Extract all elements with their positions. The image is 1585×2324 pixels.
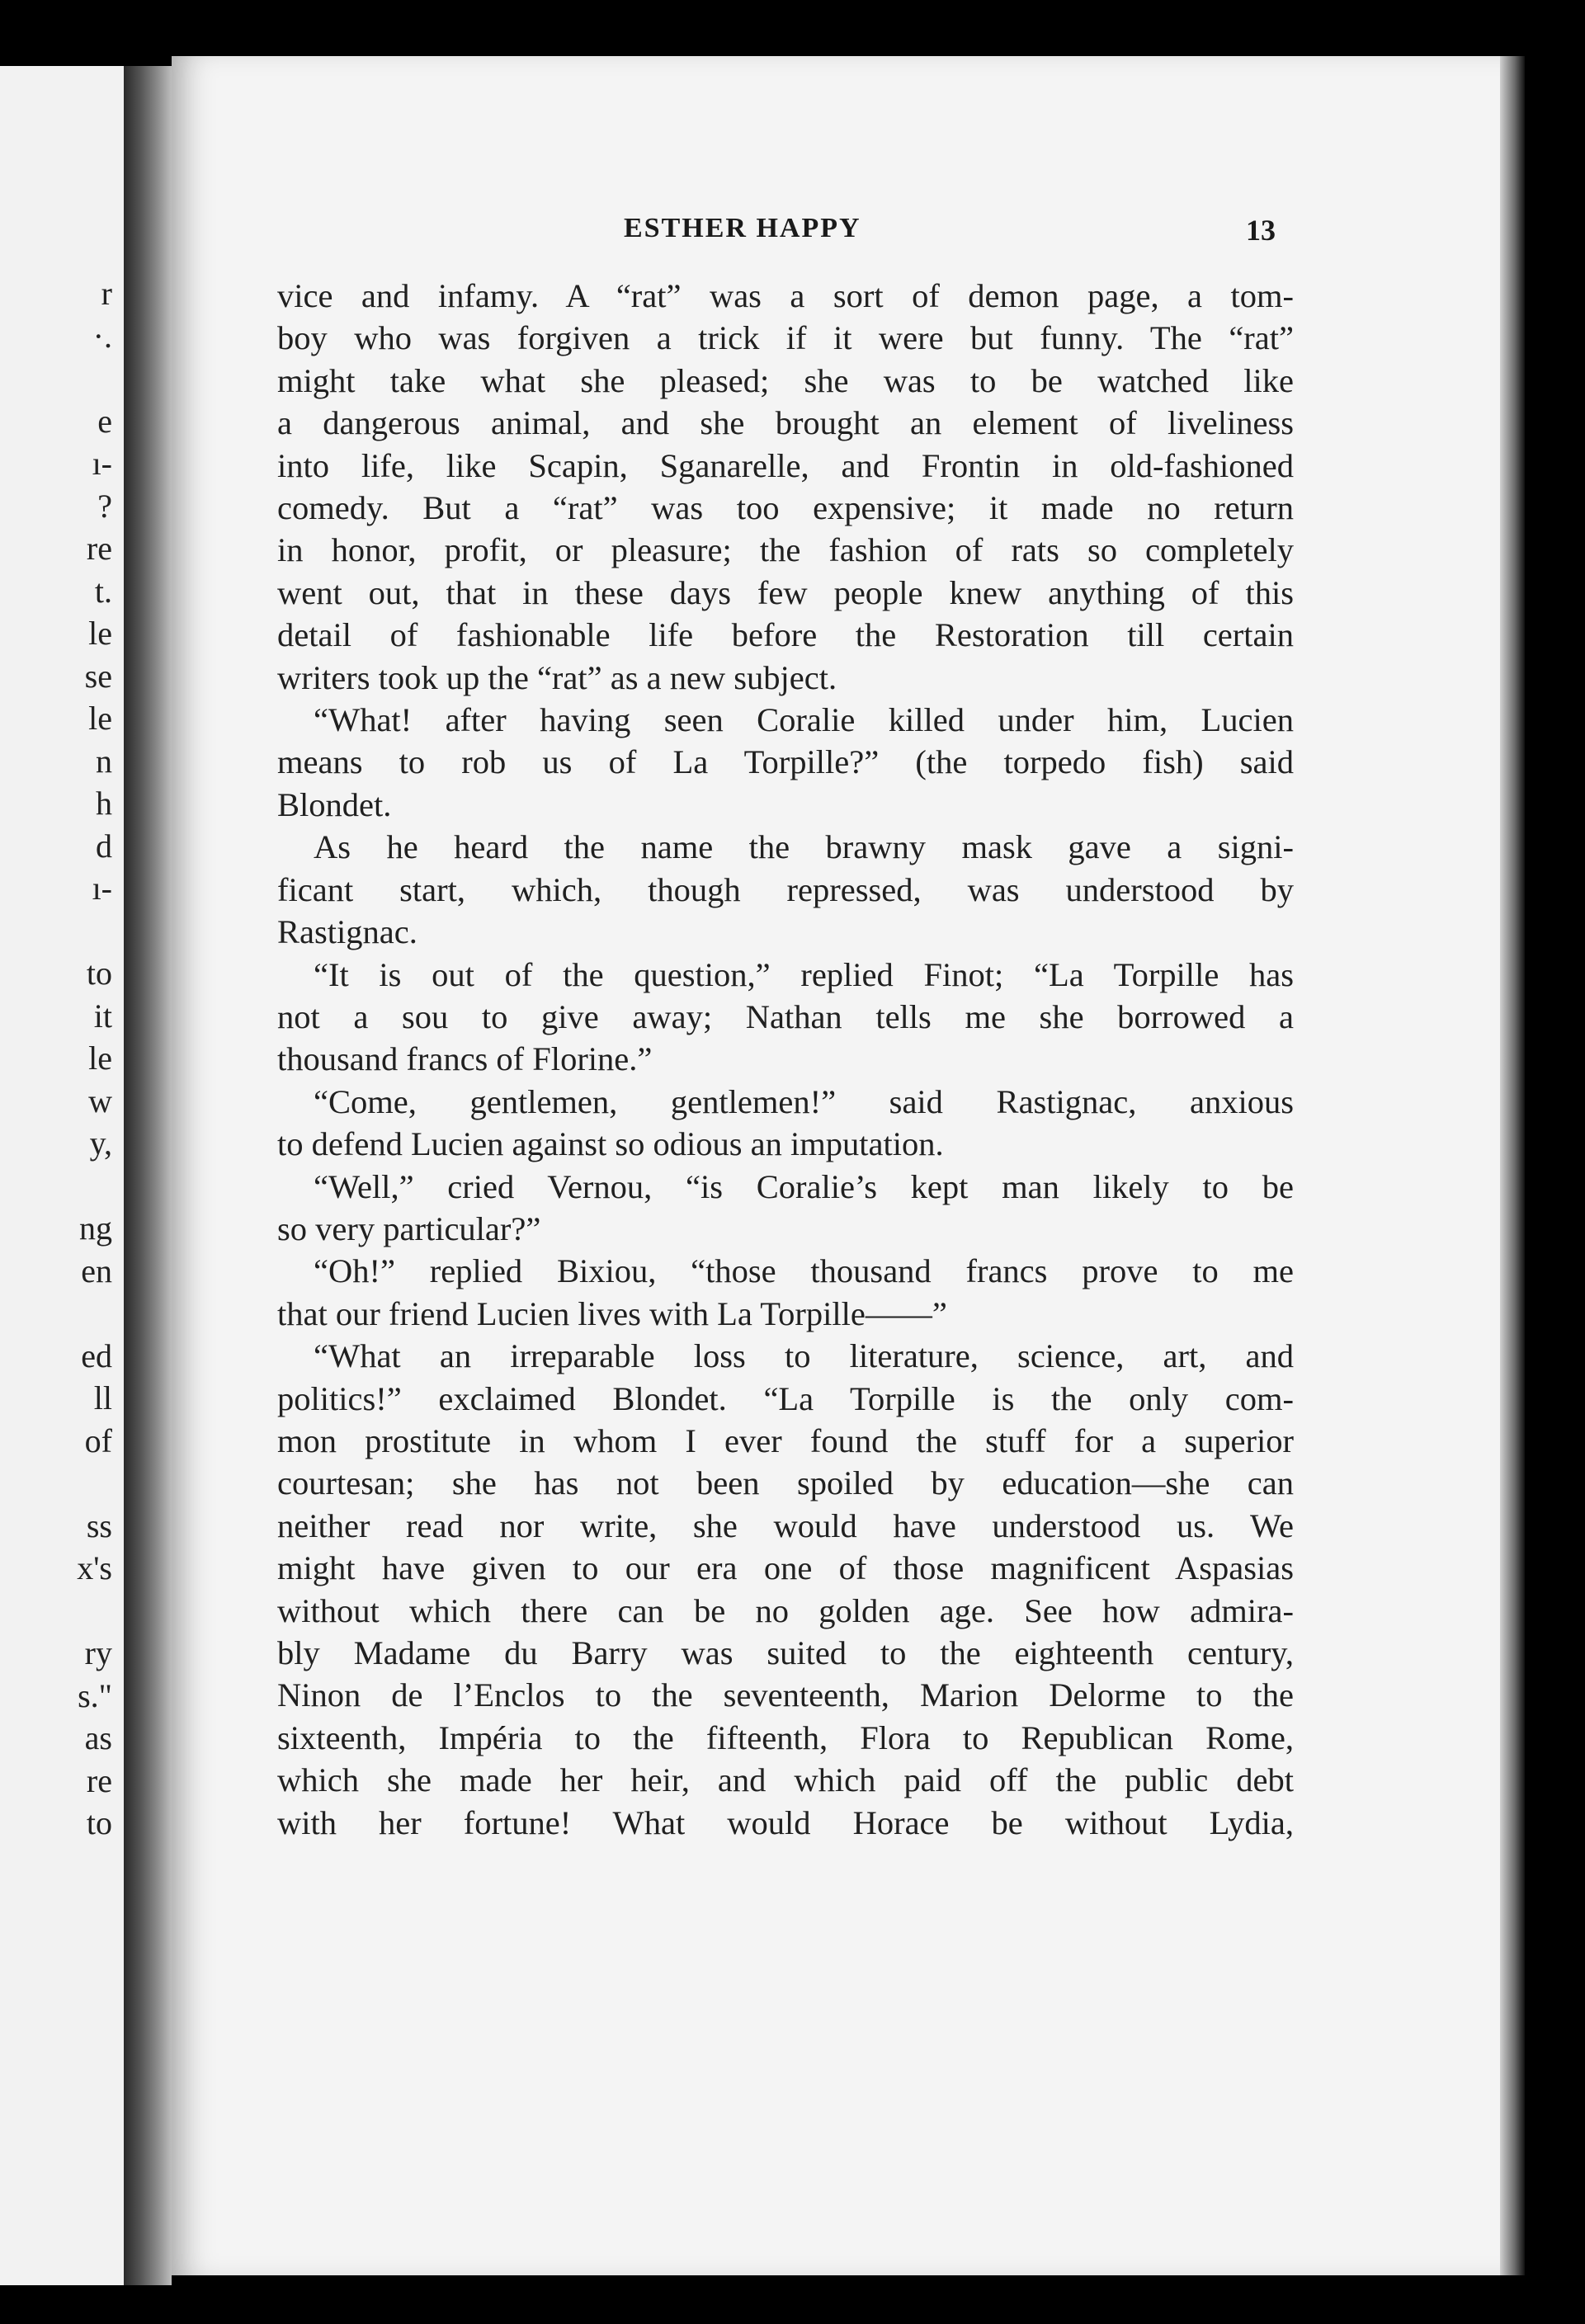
fragment-line: of [84, 1421, 112, 1459]
fragment-line: as [84, 1719, 112, 1756]
text-line: a dangerous animal, and she brought an element of liveliness [277, 404, 1294, 442]
fragment-line [77, 1462, 112, 1505]
fragment-line: y, [89, 1124, 112, 1162]
fragment-line: re [86, 1761, 112, 1799]
text-line: As he heard the name the brawny mask gave a signi- [314, 828, 1294, 866]
running-head: ESTHER HAPPY [624, 213, 861, 243]
facing-page-fragments [77, 272, 112, 1845]
fragment-line: e [97, 402, 112, 440]
text-line: Ninon de l’Enclos to the seventeenth, Marion Delorme to the [277, 1676, 1294, 1714]
fragment-line: d [96, 827, 112, 865]
page-number: 13 [1246, 214, 1276, 247]
text-line: sixteenth, Impéria to the fifteenth, Flora to Republican Rome, [277, 1718, 1294, 1756]
text-line: “Come, gentlemen, gentlemen!” said Rastignac, anxious [314, 1082, 1294, 1120]
fragment-line: ll [93, 1379, 112, 1417]
text-line: so very particular?” [277, 1209, 541, 1247]
fragment-line: t. [94, 572, 112, 610]
fragment-line: ı- [92, 445, 112, 482]
text-line: writers took up the “rat” as a new subject. [277, 658, 837, 696]
text-line: mon prostitute in whom I ever found the stuff for a superior [277, 1421, 1294, 1459]
text-line: to defend Lucien against so odious an imputation. [277, 1125, 944, 1163]
fragment-line: h [96, 785, 112, 822]
fragment-line: le [88, 1039, 112, 1077]
book-gutter-shadow [124, 66, 172, 2285]
fragment-line: to [86, 1804, 112, 1841]
fragment-line: ? [97, 487, 112, 525]
fragment-line: se [84, 657, 112, 695]
text-line: means to rob us of La Torpille?” (the torpedo fish) said [277, 743, 1294, 781]
fragment-line: ry [84, 1634, 112, 1671]
text-line: into life, like Scapin, Sganarelle, and Frontin in old-fashioned [277, 446, 1294, 484]
fragment-line: le [88, 615, 112, 652]
text-line: courtesan; she has not been spoiled by education—she can [277, 1464, 1294, 1502]
text-line: detail of fashionable life before the Restoration till certain [277, 616, 1294, 654]
page-header [172, 213, 1500, 262]
text-line: bly Madame du Barry was suited to the eighteenth century, [277, 1634, 1294, 1671]
fragment-line: le [88, 700, 112, 737]
fragment-line: en [81, 1252, 112, 1289]
text-line: “It is out of the question,” replied Finot; “La Torpille has [314, 955, 1294, 993]
fragment-line: n [96, 742, 112, 780]
fragment-line: ss [86, 1506, 112, 1544]
fragment-line: r [101, 275, 112, 312]
fragment-line [77, 910, 112, 953]
fragment-line: ed [81, 1336, 112, 1374]
text-line: “Oh!” replied Bixiou, “those thousand francs prove to me [314, 1252, 1294, 1290]
text-line: “What! after having seen Coralie killed under him, Lucien [314, 701, 1294, 739]
text-line: with her fortune! What would Horace be without Lydia, [277, 1803, 1294, 1841]
fragment-line [77, 1292, 112, 1335]
text-line: might have given to our era one of those magnificent Aspasias [277, 1549, 1294, 1587]
text-line: which she made her heir, and which paid off the public debt [277, 1761, 1294, 1799]
text-line: vice and infamy. A “rat” was a sort of demon page, a tom- [277, 277, 1294, 314]
fragment-line: to [86, 955, 112, 992]
page-right-edge-shadow [1500, 56, 1525, 2275]
book-page [172, 56, 1500, 2275]
text-line: “What an irreparable loss to literature, science, art, and [314, 1337, 1294, 1375]
text-line: “Well,” cried Vernou, “is Coralie’s kept man likely to be [314, 1167, 1294, 1205]
text-line: comedy. But a “rat” was too expensive; it made no return [277, 489, 1294, 527]
text-line: Blondet. [277, 785, 392, 823]
fragment-line [77, 1590, 112, 1633]
text-line: ficant start, which, though repressed, was understood by [277, 870, 1294, 908]
fragment-line: ı- [92, 870, 112, 907]
text-line: Rastignac. [277, 913, 417, 951]
fragment-line [77, 357, 112, 400]
text-line: boy who was forgiven a trick if it were but funny. The “rat” [277, 319, 1294, 357]
text-line: went out, that in these days few people knew anything of this [277, 573, 1294, 611]
text-line: thousand francs of Florine.” [277, 1040, 653, 1078]
text-line: politics!” exclaimed Blondet. “La Torpille is the only com- [277, 1379, 1294, 1417]
fragment-line: re [86, 530, 112, 567]
fragment-line [77, 1165, 112, 1208]
fragment-line: ·. [92, 317, 112, 355]
text-line: in honor, profit, or pleasure; the fashion of rats so completely [277, 531, 1294, 569]
text-line: neither read nor write, she would have understood us. We [277, 1506, 1294, 1544]
fragment-line: it [93, 997, 112, 1035]
facing-page-edge [0, 66, 124, 2285]
fragment-line: ng [79, 1209, 112, 1247]
text-line: that our friend Lucien lives with La Torpille——” [277, 1294, 947, 1332]
body-text [277, 275, 1294, 1844]
text-line: not a sou to give away; Nathan tells me she borrowed a [277, 997, 1294, 1035]
text-line: without which there can be no golden age. See how admira- [277, 1591, 1294, 1629]
text-line: might take what she pleased; she was to be watched like [277, 361, 1294, 399]
fragment-line: s." [78, 1676, 112, 1714]
fragment-line: x's [77, 1549, 112, 1586]
fragment-line: w [88, 1082, 112, 1120]
